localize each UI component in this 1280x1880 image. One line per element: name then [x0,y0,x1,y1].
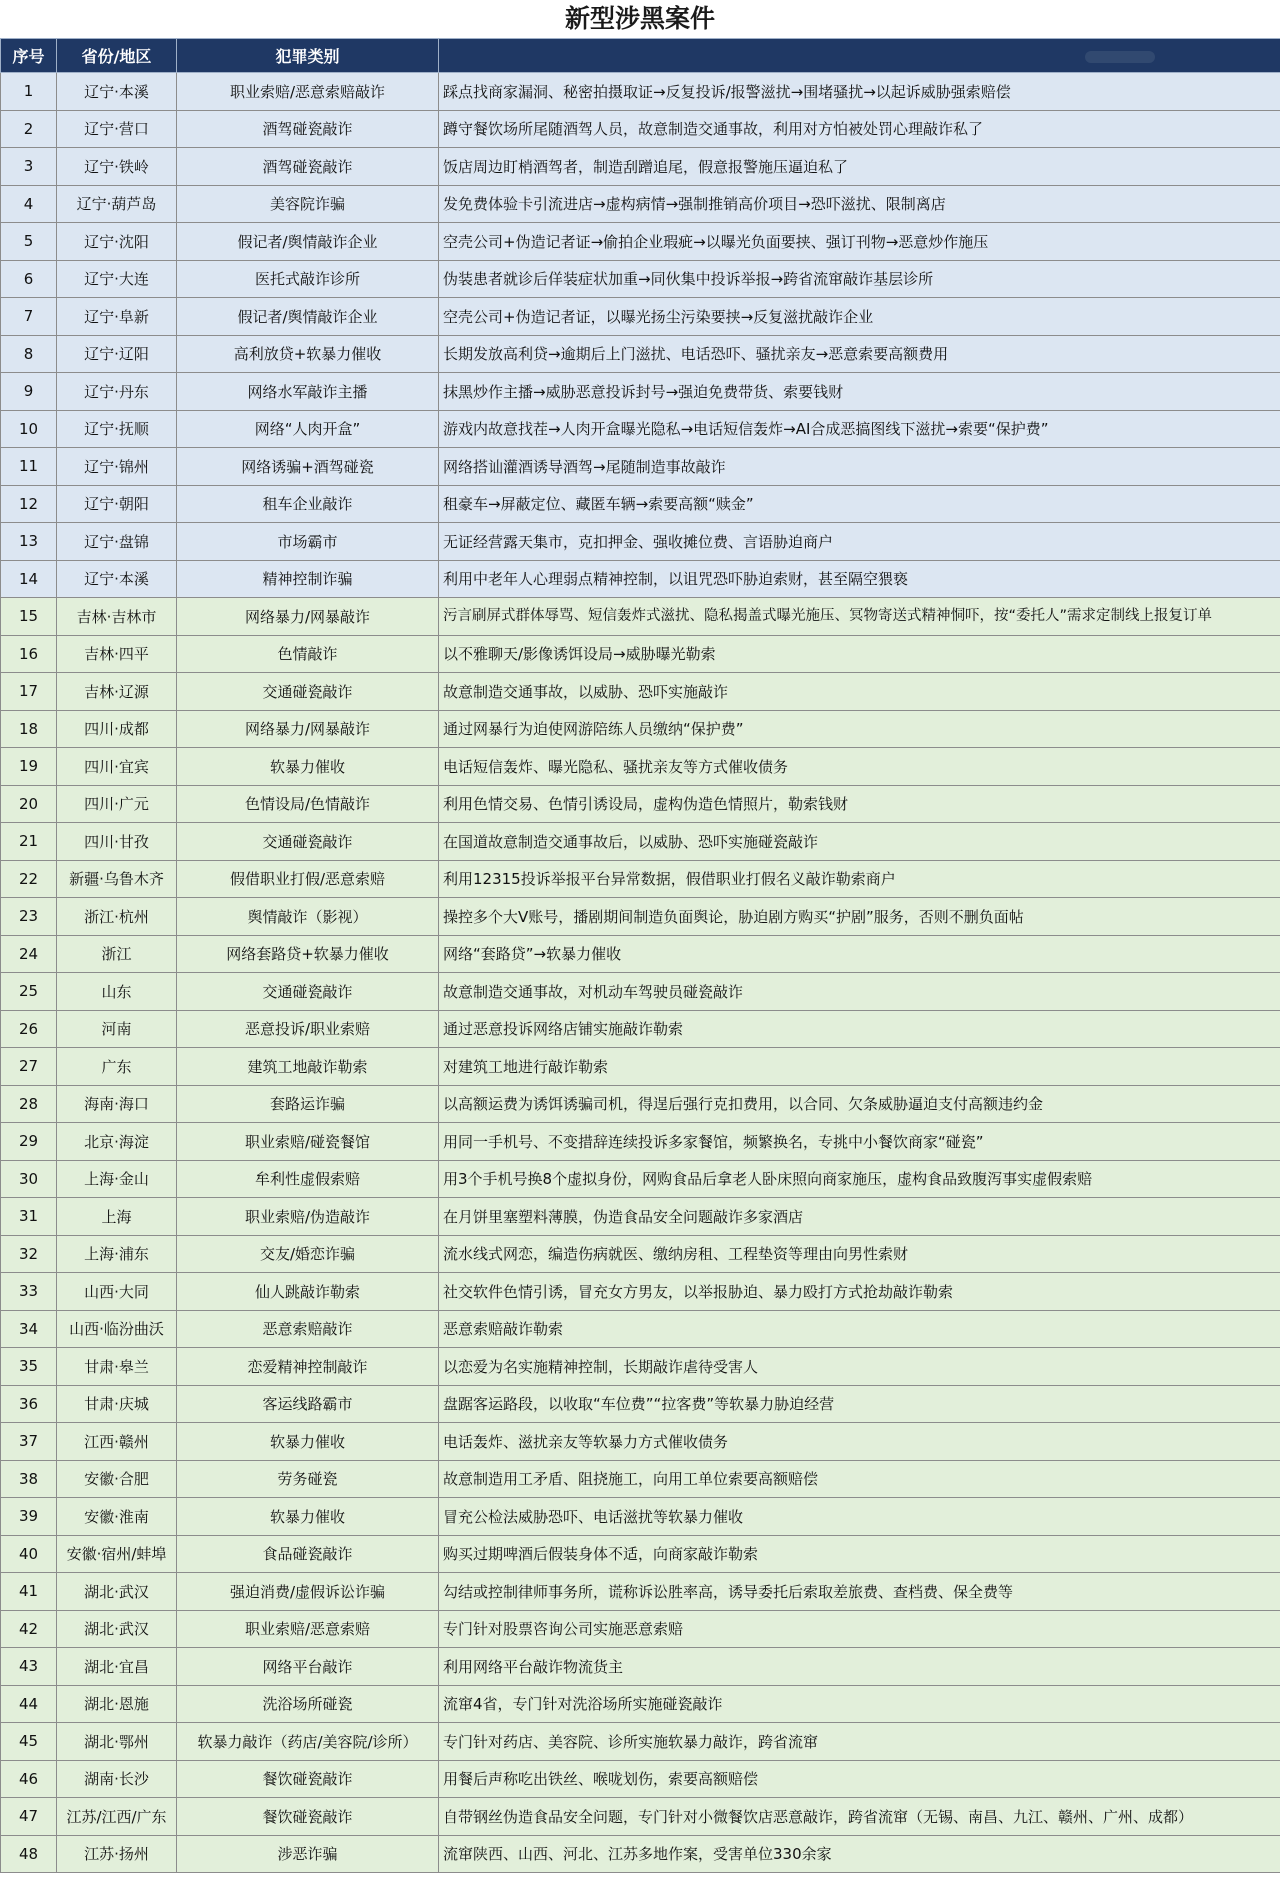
table-row [1,635,1280,673]
row-description: 通过恶意投诉网络店铺实施敲诈勒索 [439,1010,1280,1048]
row-region: 甘肃·皋兰 [57,1348,177,1386]
table-row [1,1085,1280,1123]
row-region: 湖北·鄂州 [57,1723,177,1761]
row-number: 41 [1,1573,57,1611]
row-number: 46 [1,1760,57,1798]
row-region: 河南 [57,1010,177,1048]
table-row [1,860,1280,898]
row-description: 流水线式网恋，编造伤病就医、缴纳房租、工程垫资等理由向男性索财 [439,1235,1280,1273]
row-description: 利用色情交易、色情引诱设局，虚构伪造色情照片，勒索钱财 [439,785,1280,823]
row-description: 恶意索赔敲诈勒索 [439,1310,1280,1348]
row-number: 19 [1,748,57,786]
row-description: 空壳公司+伪造记者证→偷拍企业瑕疵→以曝光负面要挟、强订刊物→恶意炒作施压 [439,223,1280,261]
row-description: 租豪车→屏蔽定位、藏匿车辆→索要高额“赎金” [439,485,1280,523]
row-description: 社交软件色情引诱，冒充女方男友，以举报胁迫、暴力殴打方式抢劫敲诈勒索 [439,1273,1280,1311]
row-description: 流窜陕西、山西、河北、江苏多地作案，受害单位330余家 [439,1835,1280,1873]
row-category: 舆情敲诈（影视） [177,898,439,936]
row-region: 北京·海淀 [57,1123,177,1161]
row-category: 假记者/舆情敲诈企业 [177,223,439,261]
row-description: 在月饼里塞塑料薄膜，伪造食品安全问题敲诈多家酒店 [439,1198,1280,1236]
row-region: 辽宁·营口 [57,110,177,148]
row-number: 13 [1,523,57,561]
row-category: 交友/婚恋诈骗 [177,1235,439,1273]
row-region: 海南·海口 [57,1085,177,1123]
row-description: 流窜4省，专门针对洗浴场所实施碰瓷敲诈 [439,1685,1280,1723]
table-row [1,448,1280,486]
row-description: 专门针对股票咨询公司实施恶意索赔 [439,1610,1280,1648]
table-row [1,148,1280,186]
row-region: 江苏/江西/广东 [57,1798,177,1836]
table-row [1,1198,1280,1236]
table-row [1,1798,1280,1836]
row-description: 无证经营露天集市，克扣押金、强收摊位费、言语胁迫商户 [439,523,1280,561]
row-description: 盘踞客运路段，以收取“车位费”“拉客费”等软暴力胁迫经营 [439,1385,1280,1423]
table-row [1,785,1280,823]
table-row [1,1723,1280,1761]
table-row [1,748,1280,786]
table-row [1,1835,1280,1873]
row-description: 专门针对药店、美容院、诊所实施软暴力敲诈，跨省流窜 [439,1723,1280,1761]
table-row [1,560,1280,598]
row-region: 湖南·长沙 [57,1760,177,1798]
row-region: 吉林·四平 [57,635,177,673]
row-category: 医托式敲诈诊所 [177,260,439,298]
row-description: 抹黑炒作主播→威胁恶意投诉封号→强迫免费带货、索要钱财 [439,373,1280,411]
row-category: 交通碰瓷敲诈 [177,823,439,861]
row-category: 客运线路霸市 [177,1385,439,1423]
row-region: 辽宁·辽阳 [57,335,177,373]
row-region: 江苏·扬州 [57,1835,177,1873]
row-description: 以高额运费为诱饵诱骗司机，得逞后强行克扣费用，以合同、欠条威胁逼迫支付高额违约金 [439,1085,1280,1123]
blurred-watermark [1085,51,1155,63]
row-category: 网络套路贷+软暴力催收 [177,935,439,973]
row-region: 甘肃·庆城 [57,1385,177,1423]
row-category: 网络平台敲诈 [177,1648,439,1686]
row-region: 浙江 [57,935,177,973]
row-number: 40 [1,1535,57,1573]
table-row [1,298,1280,336]
row-description: 通过网暴行为迫使网游陪练人员缴纳“保护费” [439,710,1280,748]
row-category: 职业索赔/恶意索赔 [177,1610,439,1648]
table-row [1,1273,1280,1311]
row-region: 湖北·武汉 [57,1573,177,1611]
row-description: 空壳公司+伪造记者证，以曝光扬尘污染要挟→反复滋扰敲诈企业 [439,298,1280,336]
table-row [1,1010,1280,1048]
row-category: 恋爱精神控制敲诈 [177,1348,439,1386]
row-category: 网络诱骗+酒驾碰瓷 [177,448,439,486]
table-row [1,110,1280,148]
row-description: 自带钢丝伪造食品安全问题，专门针对小微餐饮店恶意敲诈，跨省流窜（无锡、南昌、九江、赣州、广州、成都） [439,1798,1280,1836]
row-category: 市场霸市 [177,523,439,561]
row-region: 辽宁·沈阳 [57,223,177,261]
table-row [1,823,1280,861]
row-category: 酒驾碰瓷敲诈 [177,110,439,148]
row-category: 美容院诈骗 [177,185,439,223]
row-region: 安徽·宿州/蚌埠 [57,1535,177,1573]
table-row [1,373,1280,411]
row-region: 四川·宜宾 [57,748,177,786]
row-number: 33 [1,1273,57,1311]
row-category: 建筑工地敲诈勒索 [177,1048,439,1086]
row-region: 湖北·武汉 [57,1610,177,1648]
table-row [1,410,1280,448]
row-description: 网络“套路贷”→软暴力催收 [439,935,1280,973]
row-description: 蹲守餐饮场所尾随酒驾人员，故意制造交通事故，利用对方怕被处罚心理敲诈私了 [439,110,1280,148]
row-description: 在国道故意制造交通事故后，以威胁、恐吓实施碰瓷敲诈 [439,823,1280,861]
row-number: 32 [1,1235,57,1273]
table-header-row [1,39,1280,73]
row-number: 31 [1,1198,57,1236]
row-number: 14 [1,560,57,598]
row-number: 37 [1,1423,57,1461]
row-description: 以不雅聊天/影像诱饵设局→威胁曝光勒索 [439,635,1280,673]
row-description: 购买过期啤酒后假装身体不适，向商家敲诈勒索 [439,1535,1280,1573]
table-row [1,1160,1280,1198]
row-region: 四川·成都 [57,710,177,748]
row-region: 江西·赣州 [57,1423,177,1461]
row-category: 高利放贷+软暴力催收 [177,335,439,373]
table-row [1,523,1280,561]
row-category: 职业索赔/碰瓷餐馆 [177,1123,439,1161]
row-number: 47 [1,1798,57,1836]
row-description: 利用中老年人心理弱点精神控制，以诅咒恐吓胁迫索财，甚至隔空猥亵 [439,560,1280,598]
row-number: 11 [1,448,57,486]
row-description: 电话短信轰炸、曝光隐私、骚扰亲友等方式催收债务 [439,748,1280,786]
table-row [1,1498,1280,1536]
row-number: 48 [1,1835,57,1873]
row-number: 6 [1,260,57,298]
table-row [1,223,1280,261]
header-description [439,39,1280,73]
row-number: 29 [1,1123,57,1161]
row-region: 山东 [57,973,177,1011]
row-category: 软暴力催收 [177,748,439,786]
row-description: 用同一手机号、不变措辞连续投诉多家餐馆，频繁换名，专挑中小餐饮商家“碰瓷” [439,1123,1280,1161]
row-region: 广东 [57,1048,177,1086]
table-row [1,1310,1280,1348]
row-category: 色情设局/色情敲诈 [177,785,439,823]
row-number: 43 [1,1648,57,1686]
table-row [1,485,1280,523]
row-description: 污言刷屏式群体辱骂、短信轰炸式滋扰、隐私揭盖式曝光施压、冥物寄送式精神恫吓，按“委托人”需求定制线上报复订单 [439,598,1280,636]
row-region: 新疆·乌鲁木齐 [57,860,177,898]
row-region: 上海 [57,1198,177,1236]
table-row [1,185,1280,223]
row-number: 8 [1,335,57,373]
row-number: 25 [1,973,57,1011]
row-description: 故意制造交通事故，对机动车驾驶员碰瓷敲诈 [439,973,1280,1011]
row-number: 5 [1,223,57,261]
row-number: 7 [1,298,57,336]
row-category: 食品碰瓷敲诈 [177,1535,439,1573]
table-row [1,1048,1280,1086]
row-number: 16 [1,635,57,673]
row-category: 交通碰瓷敲诈 [177,973,439,1011]
row-description: 利用网络平台敲诈物流货主 [439,1648,1280,1686]
table-row [1,1423,1280,1461]
row-description: 踩点找商家漏洞、秘密拍摄取证→反复投诉/报警滋扰→围堵骚扰→以起诉威胁强索赔偿 [439,73,1280,111]
header-category: 犯罪类别 [177,39,439,73]
table-row [1,335,1280,373]
row-region: 辽宁·丹东 [57,373,177,411]
row-region: 上海·金山 [57,1160,177,1198]
row-category: 恶意投诉/职业索赔 [177,1010,439,1048]
row-region: 辽宁·葫芦岛 [57,185,177,223]
row-region: 辽宁·阜新 [57,298,177,336]
row-category: 职业索赔/伪造敲诈 [177,1198,439,1236]
row-region: 辽宁·大连 [57,260,177,298]
table-row [1,1123,1280,1161]
row-category: 软暴力敲诈（药店/美容院/诊所） [177,1723,439,1761]
row-description: 操控多个大V账号，播剧期间制造负面舆论，胁迫剧方购买“护剧”服务，否则不删负面帖 [439,898,1280,936]
row-description: 用3个手机号换8个虚拟身份，网购食品后拿老人卧床照向商家施压，虚构食品致腹泻事实虚假索赔 [439,1160,1280,1198]
row-category: 劳务碰瓷 [177,1460,439,1498]
row-number: 30 [1,1160,57,1198]
row-description: 发免费体验卡引流进店→虚构病情→强制推销高价项目→恐吓滋扰、限制离店 [439,185,1280,223]
row-category: 网络“人肉开盒” [177,410,439,448]
row-number: 35 [1,1348,57,1386]
row-category: 洗浴场所碰瓷 [177,1685,439,1723]
row-number: 4 [1,185,57,223]
row-description: 故意制造交通事故，以威胁、恐吓实施敲诈 [439,673,1280,711]
row-number: 45 [1,1723,57,1761]
table-row [1,1760,1280,1798]
row-number: 22 [1,860,57,898]
row-category: 涉恶诈骗 [177,1835,439,1873]
row-description: 长期发放高利贷→逾期后上门滋扰、电话恐吓、骚扰亲友→恶意索要高额费用 [439,335,1280,373]
row-category: 套路运诈骗 [177,1085,439,1123]
row-number: 18 [1,710,57,748]
header-number: 序号 [1,39,57,73]
row-category: 强迫消费/虚假诉讼诈骗 [177,1573,439,1611]
row-region: 浙江·杭州 [57,898,177,936]
table-body [1,73,1280,1873]
table-row [1,1573,1280,1611]
row-category: 租车企业敲诈 [177,485,439,523]
row-number: 21 [1,823,57,861]
row-category: 假记者/舆情敲诈企业 [177,298,439,336]
row-category: 网络暴力/网暴敲诈 [177,598,439,636]
row-description: 电话轰炸、滋扰亲友等软暴力方式催收债务 [439,1423,1280,1461]
row-description: 饭店周边盯梢酒驾者，制造刮蹭追尾，假意报警施压逼迫私了 [439,148,1280,186]
row-number: 20 [1,785,57,823]
row-region: 安徽·淮南 [57,1498,177,1536]
row-number: 2 [1,110,57,148]
row-number: 34 [1,1310,57,1348]
row-region: 上海·浦东 [57,1235,177,1273]
row-category: 交通碰瓷敲诈 [177,673,439,711]
row-region: 辽宁·盘锦 [57,523,177,561]
row-number: 23 [1,898,57,936]
row-category: 餐饮碰瓷敲诈 [177,1798,439,1836]
row-region: 吉林·辽源 [57,673,177,711]
table-row [1,1460,1280,1498]
table-row [1,673,1280,711]
row-description: 伪装患者就诊后佯装症状加重→同伙集中投诉举报→跨省流窜敲诈基层诊所 [439,260,1280,298]
row-description: 网络搭讪灌酒诱导酒驾→尾随制造事故敲诈 [439,448,1280,486]
table-row [1,1535,1280,1573]
row-region: 辽宁·本溪 [57,560,177,598]
row-category: 精神控制诈骗 [177,560,439,598]
table-row [1,73,1280,111]
row-number: 44 [1,1685,57,1723]
row-category: 牟利性虚假索赔 [177,1160,439,1198]
row-number: 28 [1,1085,57,1123]
table-row [1,710,1280,748]
row-region: 辽宁·锦州 [57,448,177,486]
table-row [1,260,1280,298]
row-number: 38 [1,1460,57,1498]
row-number: 27 [1,1048,57,1086]
table-row [1,1235,1280,1273]
row-description: 用餐后声称吃出铁丝、喉咙划伤，索要高额赔偿 [439,1760,1280,1798]
row-number: 15 [1,598,57,636]
row-region: 辽宁·铁岭 [57,148,177,186]
row-region: 四川·广元 [57,785,177,823]
row-description: 故意制造用工矛盾、阻挠施工，向用工单位索要高额赔偿 [439,1460,1280,1498]
row-number: 9 [1,373,57,411]
table-row [1,1385,1280,1423]
table-row [1,1610,1280,1648]
row-description: 利用12315投诉举报平台异常数据，假借职业打假名义敲诈勒索商户 [439,860,1280,898]
row-category: 餐饮碰瓷敲诈 [177,1760,439,1798]
row-category: 职业索赔/恶意索赔敲诈 [177,73,439,111]
row-description: 对建筑工地进行敲诈勒索 [439,1048,1280,1086]
row-number: 17 [1,673,57,711]
row-category: 仙人跳敲诈勒索 [177,1273,439,1311]
table-row [1,598,1280,636]
row-number: 1 [1,73,57,111]
row-region: 山西·临汾曲沃 [57,1310,177,1348]
row-number: 42 [1,1610,57,1648]
row-region: 湖北·恩施 [57,1685,177,1723]
table-row [1,1685,1280,1723]
row-number: 36 [1,1385,57,1423]
row-category: 假借职业打假/恶意索赔 [177,860,439,898]
row-region: 辽宁·抚顺 [57,410,177,448]
row-number: 39 [1,1498,57,1536]
row-category: 软暴力催收 [177,1423,439,1461]
row-description: 冒充公检法威胁恐吓、电话滋扰等软暴力催收 [439,1498,1280,1536]
row-region: 吉林·吉林市 [57,598,177,636]
header-region: 省份/地区 [57,39,177,73]
row-region: 辽宁·本溪 [57,73,177,111]
row-number: 24 [1,935,57,973]
row-description: 游戏内故意找茬→人肉开盒曝光隐私→电话短信轰炸→AI合成恶搞图线下滋扰→索要“保护费” [439,410,1280,448]
row-region: 安徽·合肥 [57,1460,177,1498]
table-row [1,973,1280,1011]
row-description: 以恋爱为名实施精神控制，长期敲诈虐待受害人 [439,1348,1280,1386]
cases-table [0,38,1280,1873]
table-row [1,898,1280,936]
row-number: 26 [1,1010,57,1048]
row-region: 山西·大同 [57,1273,177,1311]
table-row [1,1348,1280,1386]
row-number: 12 [1,485,57,523]
page-title: 新型涉黑案件 [564,4,715,33]
row-category: 恶意索赔敲诈 [177,1310,439,1348]
row-number: 3 [1,148,57,186]
table-row [1,1648,1280,1686]
row-category: 色情敲诈 [177,635,439,673]
row-description: 勾结或控制律师事务所，谎称诉讼胜率高，诱导委托后索取差旅费、查档费、保全费等 [439,1573,1280,1611]
row-region: 辽宁·朝阳 [57,485,177,523]
table-row [1,935,1280,973]
row-region: 四川·甘孜 [57,823,177,861]
row-category: 网络暴力/网暴敲诈 [177,710,439,748]
row-category: 酒驾碰瓷敲诈 [177,148,439,186]
row-region: 湖北·宜昌 [57,1648,177,1686]
row-number: 10 [1,410,57,448]
row-category: 软暴力催收 [177,1498,439,1536]
row-category: 网络水军敲诈主播 [177,373,439,411]
